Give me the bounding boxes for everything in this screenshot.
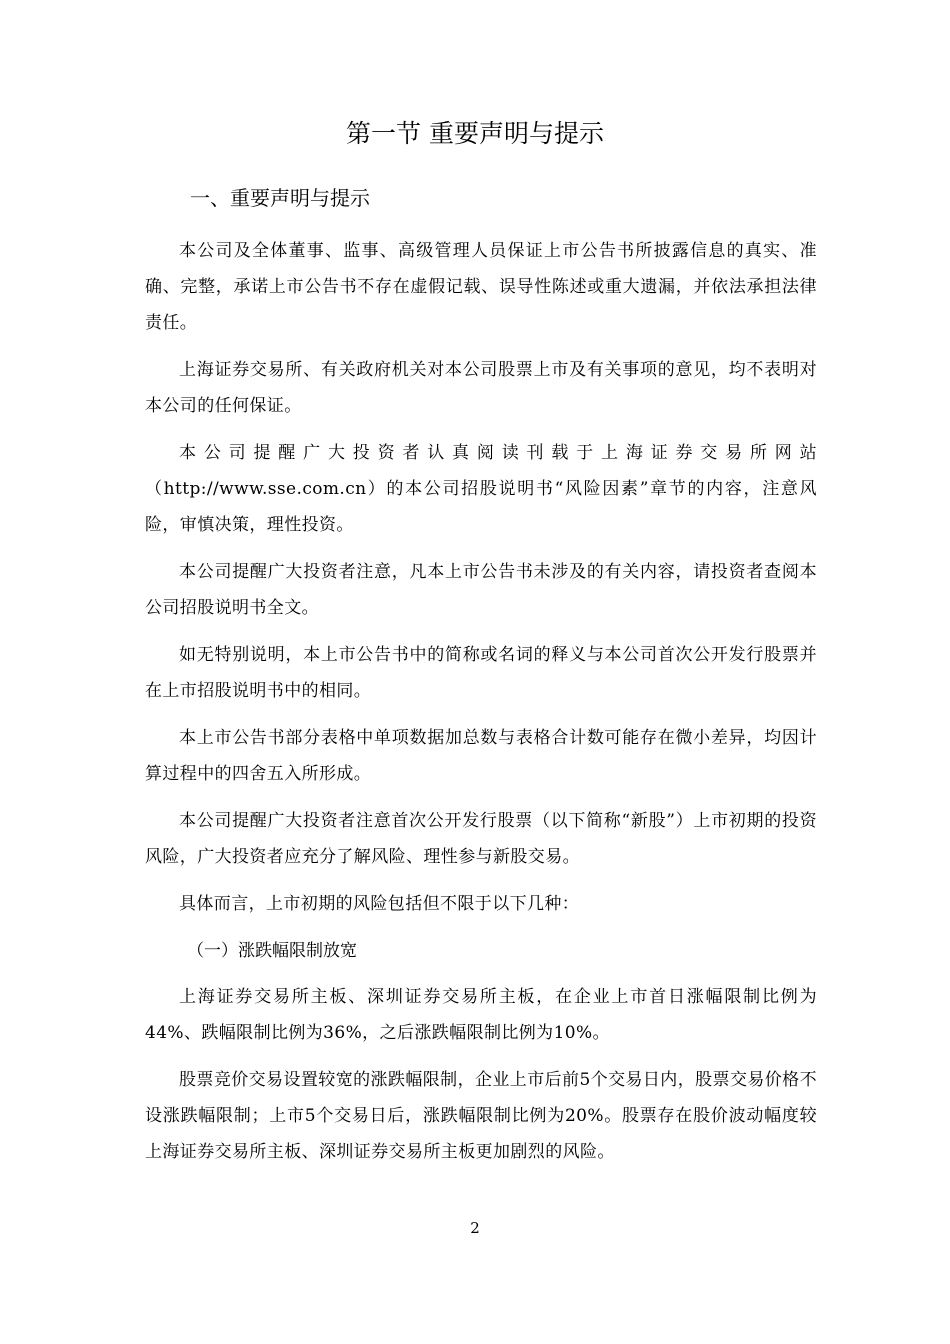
- paragraph: 本公司及全体董事、监事、高级管理人员保证上市公告书所披露信息的真实、准确、完整，承诺上市公告书不存在虚假记载、误导性陈述或重大遗漏，并依法承担法律责任。: [145, 241, 817, 333]
- paragraph: 本公司提醒广大投资者注意，凡本上市公告书未涉及的有关内容，请投资者查阅本公司招股说明书全文。: [145, 562, 817, 618]
- paragraph: 股票竞价交易设置较宽的涨跌幅限制，企业上市后前5个交易日内，股票交易价格不设涨跌幅限制；上市5个交易日后，涨跌幅限制比例为20%。股票存在股价波动幅度较上海证券交易所主板、深圳证券交易所主板更加剧烈的风险。: [145, 1070, 817, 1162]
- paragraph: 上海证券交易所主板、深圳证券交易所主板，在企业上市首日涨幅限制比例为44%、跌幅限制比例为36%，之后涨跌幅限制比例为10%。: [145, 987, 817, 1043]
- page-number: 2: [470, 1219, 480, 1237]
- paragraph: 本公司提醒广大投资者注意首次公开发行股票（以下简称“新股”）上市初期的投资风险，广大投资者应充分了解风险、理性参与新股交易。: [145, 811, 817, 867]
- paragraph: 本公司提醒广大投资者认真阅读刊载于上海证券交易所网站（http://www.sse.com.cn）的本公司招股说明书“风险因素”章节的内容，注意风险，审慎决策，理性投资。: [145, 443, 817, 535]
- heading-important-notice: 一、重要声明与提示: [190, 186, 370, 210]
- paragraph: 如无特别说明，本上市公告书中的简称或名词的释义与本公司首次公开发行股票并在上市招股说明书中的相同。: [145, 645, 817, 701]
- subheading-price-limit: （一）涨跌幅限制放宽: [187, 941, 357, 961]
- body-text: [145, 233, 817, 1181]
- section-title: 第一节 重要声明与提示: [346, 119, 604, 148]
- paragraph: 本上市公告书部分表格中单项数据加总数与表格合计数可能存在微小差异，均因计算过程中的四舍五入所形成。: [145, 728, 817, 784]
- paragraph: 具体而言，上市初期的风险包括但不限于以下几种：: [179, 894, 580, 914]
- paragraph: 上海证券交易所、有关政府机关对本公司股票上市及有关事项的意见，均不表明对本公司的任何保证。: [145, 360, 817, 416]
